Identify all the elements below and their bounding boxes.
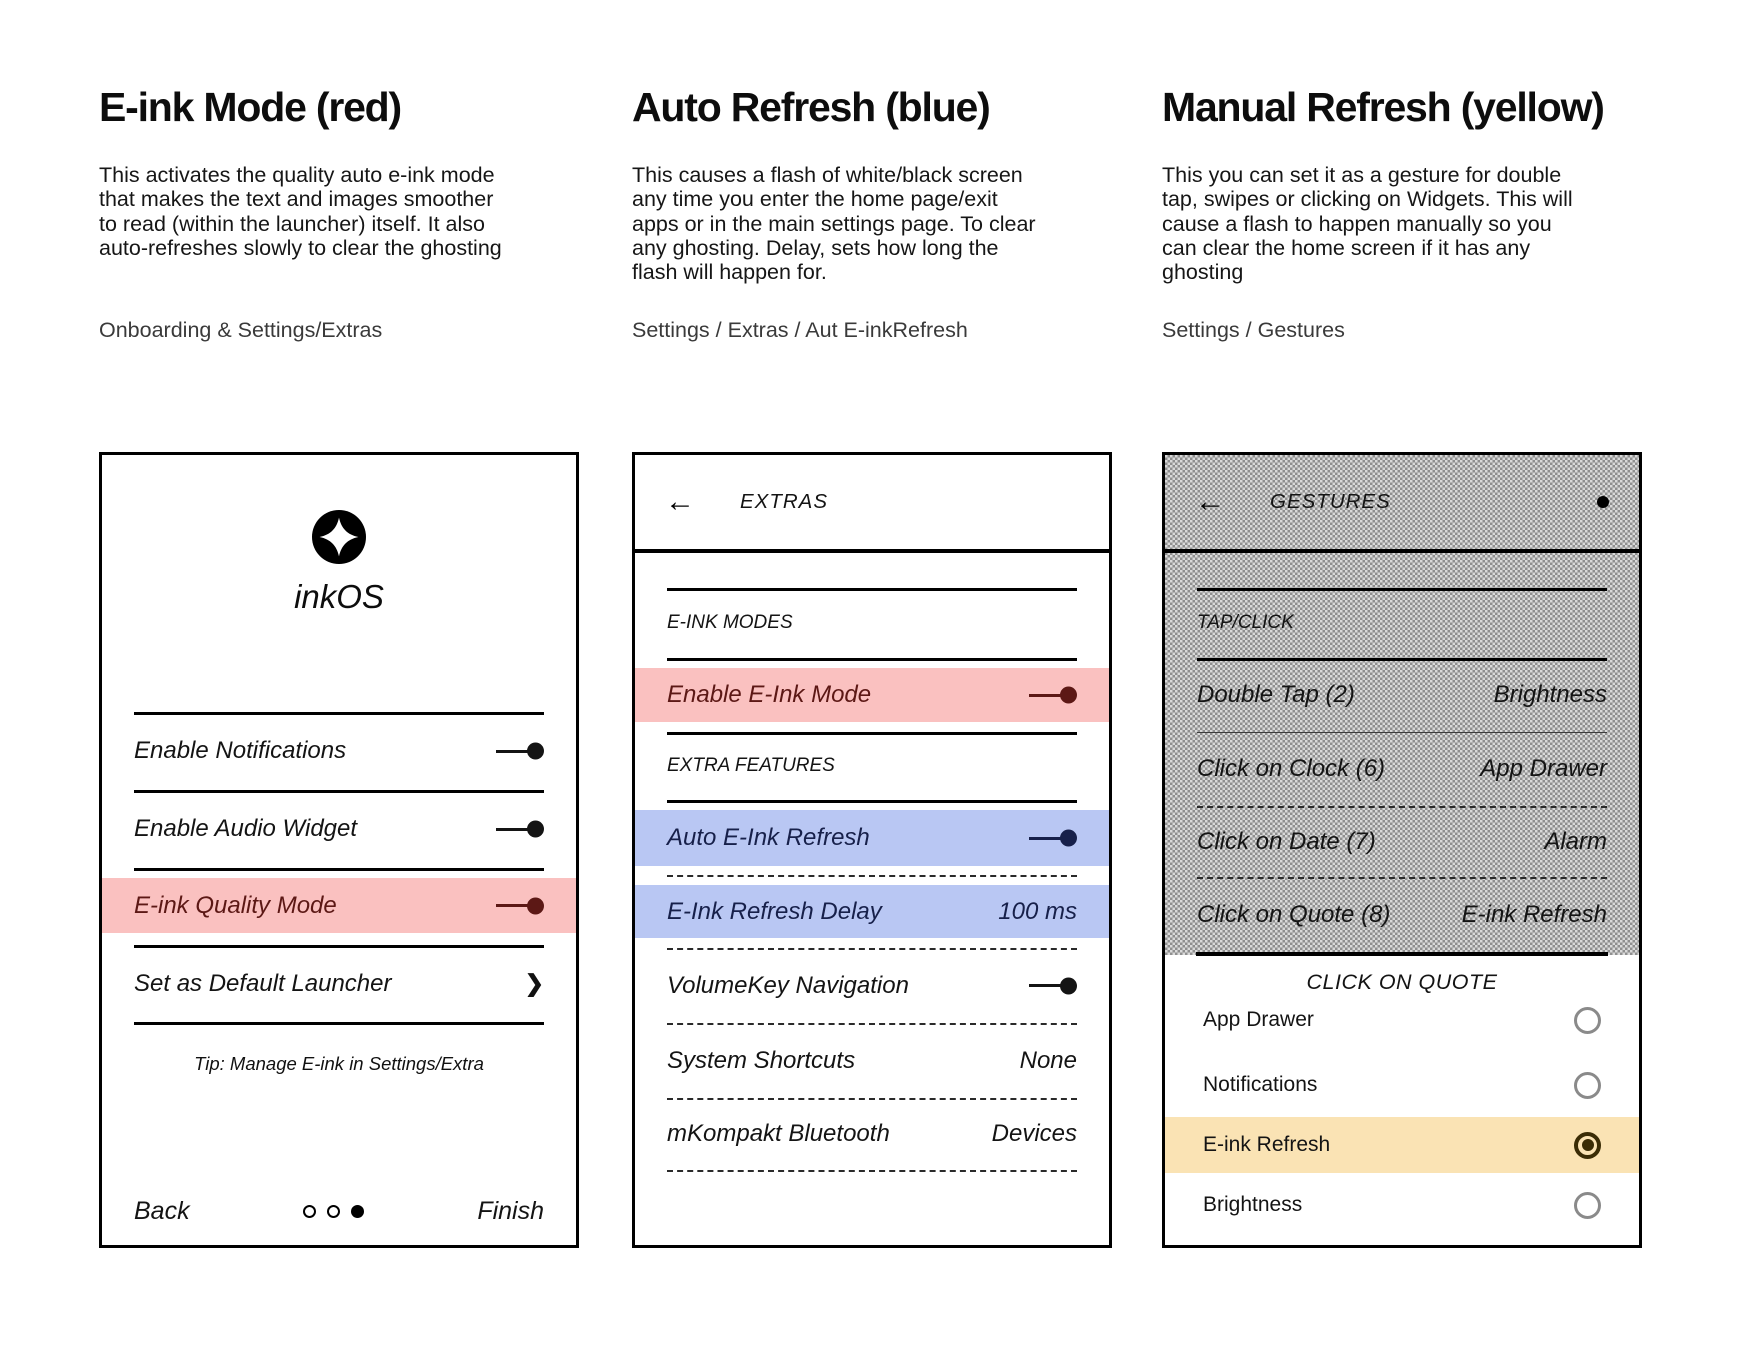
settings-row-set-default-launcher[interactable] (134, 945, 544, 1022)
column-title: Auto Refresh (blue) (632, 84, 990, 130)
separator-dashed (667, 875, 1077, 877)
section-label-eink-modes: E-INK MODES (667, 612, 793, 633)
dialog-option-app-drawer[interactable] (1165, 992, 1639, 1048)
row-label: Set as Default Launcher (134, 969, 392, 997)
separator (667, 658, 1077, 661)
option-label: Brightness (1203, 1193, 1303, 1216)
separator-dashed (667, 1170, 1077, 1172)
row-label: Enable Audio Widget (134, 815, 358, 842)
toggle-on-icon[interactable] (1029, 984, 1073, 987)
toggle-on-icon[interactable] (496, 904, 540, 907)
dialog-title: CLICK ON QUOTE (1306, 970, 1498, 994)
separator (667, 800, 1077, 803)
gesture-row-click-on-quote[interactable] (1197, 877, 1607, 952)
wizard-footer (134, 1191, 544, 1231)
settings-row-eink-quality-mode-highlighted[interactable] (102, 878, 576, 933)
row-label: Click on Quote (8) (1197, 900, 1391, 928)
column-description: This causes a flash of white/black screen any time you enter the home page/exit apps or in the main settings page. To clear any ghosting. Delay, sets how long the flash will happen for. (632, 163, 1036, 285)
breadcrumb: Onboarding & Settings/Extras (99, 318, 383, 342)
row-value: 100 ms (998, 897, 1077, 925)
row-label: E-ink Quality Mode (134, 891, 337, 919)
screen-header (1165, 455, 1639, 553)
settings-row-mkompakt-bluetooth[interactable] (667, 1098, 1077, 1170)
inkos-sparkle-logo-icon (312, 510, 366, 564)
back-arrow-icon[interactable]: ← (1195, 485, 1225, 518)
page-dot-icon (327, 1205, 340, 1218)
page-indicator (303, 1205, 364, 1218)
settings-row-auto-eink-refresh-highlighted[interactable] (635, 810, 1109, 866)
radio-unselected-icon[interactable] (1574, 1192, 1601, 1219)
app-logo-block (102, 510, 576, 616)
dialog-option-eink-refresh-selected[interactable] (1165, 1117, 1639, 1173)
dimmed-background-screen (1165, 455, 1639, 955)
row-value: Alarm (1544, 827, 1607, 855)
page-dot-icon (303, 1205, 316, 1218)
row-label: mKompakt Bluetooth (667, 1120, 890, 1147)
phone-mockup-onboarding (99, 452, 579, 1248)
toggle-on-icon[interactable] (1029, 837, 1073, 840)
screen-title: GESTURES (1270, 490, 1391, 513)
settings-row-volumekey-navigation[interactable] (667, 948, 1077, 1023)
column-auto-refresh (632, 0, 1112, 1353)
screen-header (635, 455, 1109, 553)
back-button[interactable]: Back (134, 1196, 190, 1225)
row-label: Double Tap (2) (1197, 681, 1355, 708)
phone-mockup-extras (632, 452, 1112, 1248)
page-dot-active-icon (351, 1205, 364, 1218)
gesture-row-click-on-date[interactable] (1197, 806, 1607, 877)
row-label: E-Ink Refresh Delay (667, 897, 882, 925)
radio-unselected-icon[interactable] (1574, 1072, 1601, 1099)
option-label: App Drawer (1203, 1008, 1314, 1031)
column-title: E-ink Mode (red) (99, 84, 401, 130)
column-manual-refresh (1162, 0, 1642, 1353)
row-label: System Shortcuts (667, 1046, 856, 1074)
column-description: This you can set it as a gesture for double tap, swipes or clicking on Widgets. This will cause a flash to happen manually so you can clear the home screen if it has any ghosting (1162, 163, 1573, 285)
toggle-on-icon[interactable] (496, 750, 540, 753)
chevron-right-icon: ❯ (524, 970, 544, 996)
radio-unselected-icon[interactable] (1574, 1007, 1601, 1034)
toggle-on-icon[interactable] (496, 828, 540, 831)
breadcrumb: Settings / Gestures (1162, 318, 1345, 342)
click-on-quote-dialog (1165, 956, 1639, 1245)
separator (134, 1022, 544, 1025)
gesture-row-click-on-clock[interactable] (1197, 732, 1607, 806)
radio-selected-icon[interactable] (1574, 1132, 1601, 1159)
dialog-option-notifications[interactable] (1165, 1057, 1639, 1113)
gesture-row-double-tap[interactable] (1197, 658, 1607, 732)
separator (134, 868, 544, 871)
phone-mockup-gestures (1162, 452, 1642, 1248)
row-label: Click on Date (7) (1197, 827, 1376, 855)
screen-title: EXTRAS (740, 490, 829, 513)
settings-row-system-shortcuts[interactable] (667, 1023, 1077, 1098)
option-label: Notifications (1203, 1073, 1318, 1096)
column-title: Manual Refresh (yellow) (1162, 84, 1604, 130)
settings-row-enable-notifications[interactable] (134, 712, 544, 790)
row-value: App Drawer (1480, 755, 1607, 782)
settings-row-enable-audio-widget[interactable] (134, 790, 544, 868)
menu-dot-icon[interactable] (1597, 496, 1609, 508)
settings-row-enable-eink-mode-highlighted[interactable] (635, 668, 1109, 722)
dialog-option-brightness[interactable] (1165, 1177, 1639, 1233)
column-description: This activates the quality auto e-ink mode that makes the text and images smoother to read (within the launcher) itself. It also auto-refreshes slowly to clear the ghosting (99, 163, 502, 260)
back-arrow-icon[interactable]: ← (665, 485, 695, 518)
finish-button[interactable]: Finish (477, 1196, 544, 1225)
settings-row-eink-refresh-delay-highlighted[interactable] (635, 885, 1109, 938)
app-name: inkOS (294, 578, 384, 615)
row-label: Enable E-Ink Mode (667, 681, 872, 708)
section-label-tap-click: TAP/CLICK (1197, 612, 1294, 633)
section-label-extra-features: EXTRA FEATURES (667, 755, 835, 776)
row-value: Brightness (1493, 681, 1607, 708)
row-value: Devices (991, 1120, 1077, 1147)
row-label: Click on Clock (6) (1197, 755, 1386, 782)
row-value: None (1019, 1046, 1077, 1074)
breadcrumb: Settings / Extras / Aut E-inkRefresh (632, 318, 968, 342)
row-value: E-ink Refresh (1461, 900, 1607, 928)
column-eink-mode (99, 0, 579, 1353)
toggle-on-icon[interactable] (1029, 694, 1073, 697)
tip-text: Tip: Manage E-ink in Settings/Extra (194, 1053, 484, 1074)
row-label: Auto E-Ink Refresh (667, 824, 870, 851)
row-label: Enable Notifications (134, 737, 347, 764)
row-label: VolumeKey Navigation (667, 971, 909, 999)
option-label: E-ink Refresh (1203, 1133, 1331, 1156)
